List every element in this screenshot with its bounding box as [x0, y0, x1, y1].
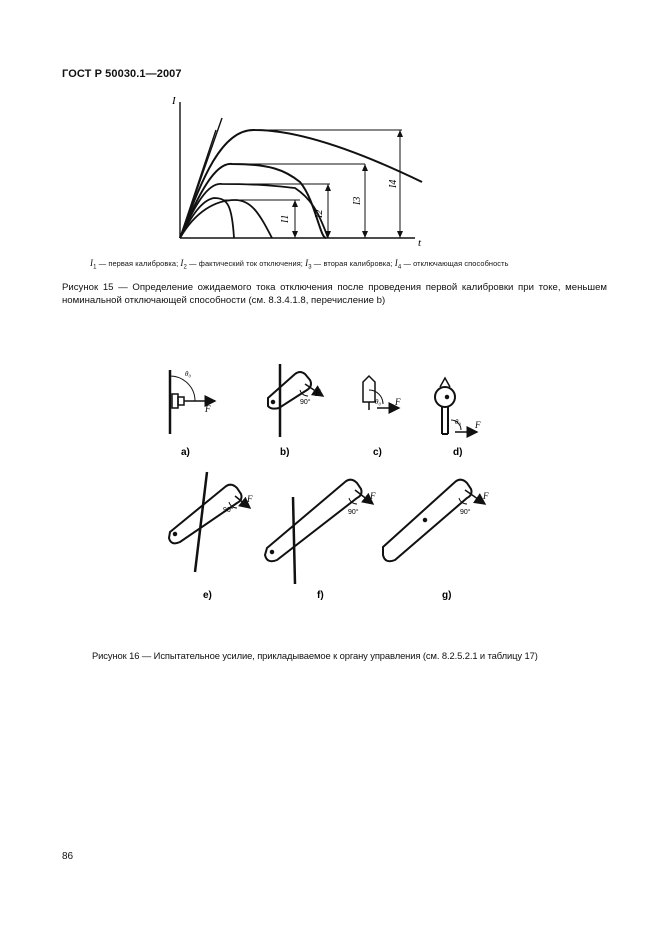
panel-f-label: f) — [317, 590, 324, 601]
figure-16-diagram — [155, 362, 515, 612]
legend-item-i2: $I_2$ — фактический ток отключения; — [180, 258, 306, 271]
panel-a-label: a) — [181, 447, 190, 458]
label-i2: I2 — [314, 209, 325, 218]
panel-b-force-label: F — [315, 388, 321, 398]
x-axis-label: t — [418, 237, 422, 249]
panel-c-theta-label: θ₀ — [375, 398, 381, 406]
panel-e-label: e) — [203, 590, 212, 601]
figure-15-legend — [90, 258, 509, 270]
panel-f-angle-label: 90° — [348, 509, 359, 516]
page-number: 86 — [62, 851, 74, 862]
label-i1: I1 — [280, 214, 291, 223]
panel-e-angle-label: 90° — [223, 507, 234, 514]
figure-15-caption: Рисунок 15 — Определение ожидаемого тока отключения после проведения первой калибровки при токе, меньшем номинальной отключающей способности (см. 8.3.4.1.8, перечисление b) — [62, 282, 607, 306]
panel-b-angle-label: 90° — [300, 399, 311, 406]
figure-15-chart — [160, 90, 440, 250]
panel-g-drawing — [383, 480, 485, 562]
panel-d-label: d) — [453, 447, 463, 458]
panel-b-label: b) — [280, 447, 290, 458]
panel-b-drawing — [268, 364, 323, 437]
y-axis-label: I — [172, 95, 176, 107]
panel-g-force-label: F — [483, 491, 489, 501]
legend-item-i1: $I_1$ — первая калибровка; — [90, 258, 181, 271]
legend-item-i4: $I_4$ — отключающая способность — [394, 258, 509, 271]
panel-a-theta-label: θ₀ — [185, 370, 191, 378]
document-header: ГОСТ Р 50030.1—2007 — [62, 68, 182, 80]
panel-c-drawing — [363, 376, 399, 410]
figure-16-caption: Рисунок 16 — Испытательное усилие, прикладываемое к органу управления (см. 8.2.5.2.1 и таблицу 17) — [92, 650, 538, 661]
panel-f-drawing — [265, 480, 373, 584]
panel-a-drawing — [170, 370, 215, 434]
panel-c-label: c) — [373, 447, 382, 458]
panel-g-angle-label: 90° — [460, 509, 471, 516]
panel-a-force-label: F — [205, 404, 211, 414]
panel-d-force-label: F — [475, 420, 481, 430]
panel-e-force-label: F — [247, 494, 253, 504]
panel-c-force-label: F — [395, 397, 401, 407]
label-i4: I4 — [388, 179, 399, 188]
legend-item-i3: $I_3$ — вторая калибровка; — [305, 258, 395, 271]
label-i3: I3 — [352, 196, 363, 205]
panel-f-force-label: F — [370, 491, 376, 501]
panel-d-theta-label: θ₀ — [455, 418, 461, 426]
panel-e-drawing — [169, 472, 250, 572]
panel-g-label: g) — [442, 590, 452, 601]
